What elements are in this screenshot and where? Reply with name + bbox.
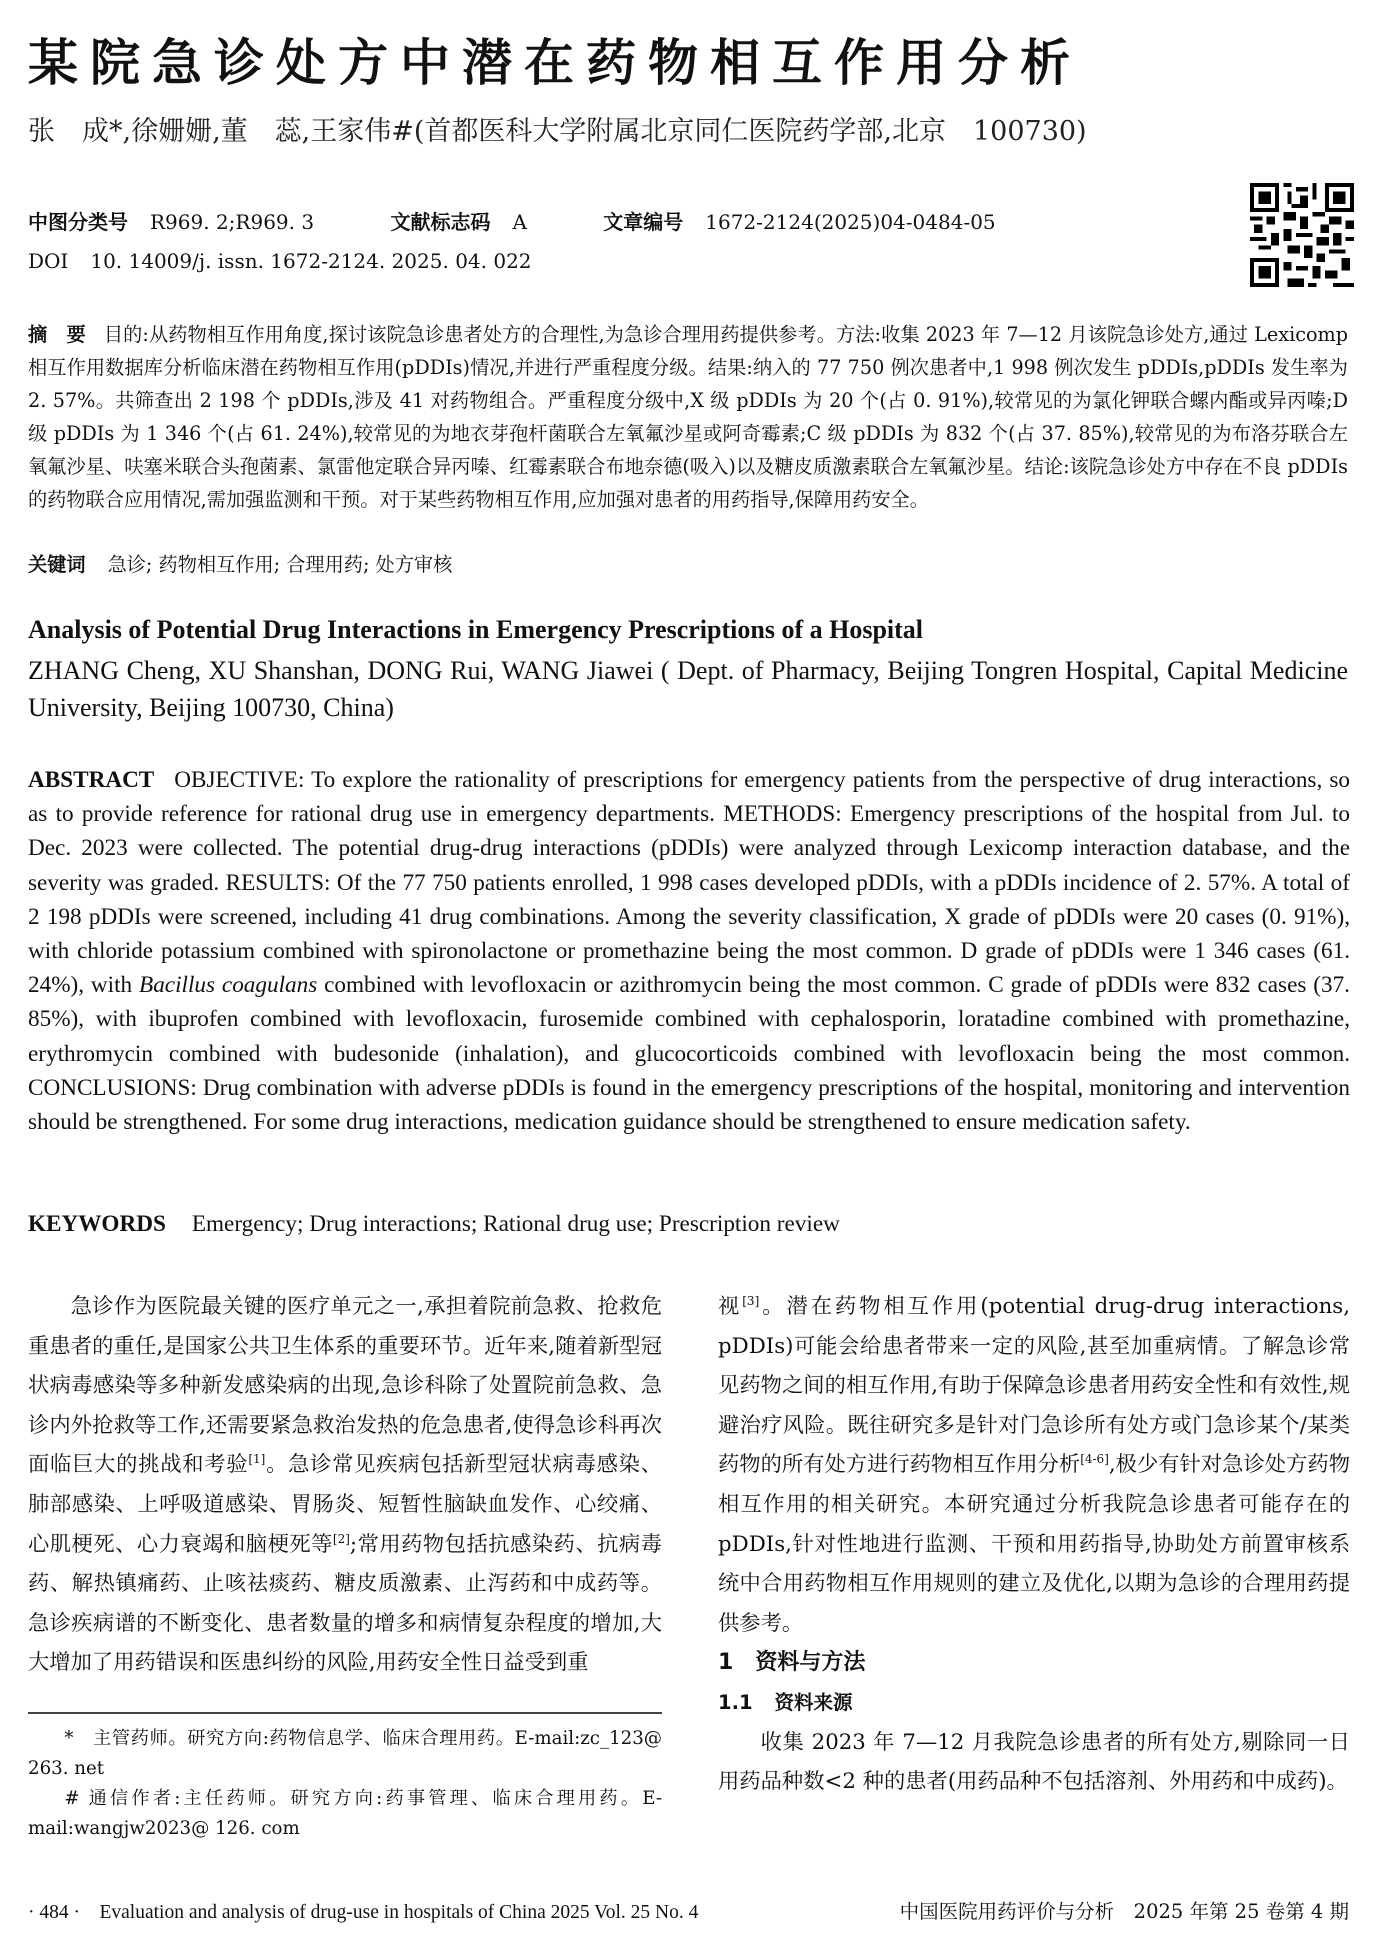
abstract-en-text-2: combined with levofloxacin or azithromycin being the most common. C grade of pDDIs were 832 cases (37. 85%), with ibuprofen combined with levofloxacin, furosemide combined with cephalosporin, loratadine combined with promethazine, erythromycin combined with budesonide (inhalation), and glucocorticoids combined with levofloxacin being the most common. CONCLUSIONS: Drug combination with adverse pDDIs is found in the emergency prescriptions of the hospital, monitoring and intervention should be strengthened. For some drug interactions, medication guidance should be strengthened to ensure medication safety.: [28, 972, 1350, 1136]
footnote-first-author: * 主管药师。研究方向:药物信息学、临床合理用药。E-mail:zc_123@ 263. net: [28, 1728, 662, 1779]
subsection-number: 1.1: [718, 1690, 753, 1714]
body-text: 急诊作为医院最关键的医疗单元之一,承担着院前急救、抢救危重患者的重任,是国家公共卫生体系的重要环节。近年来,随着新型冠状病毒感染等多种新发感染病的出现,急诊科除了处置院前急救、急诊内外抢救等工作,还需要紧急救治发热的危急患者,使得急诊科再次面临巨大的挑战和考验: [28, 1294, 662, 1478]
footnote-corresponding-author: # 通信作者:主任药师。研究方向:药事管理、临床合理用药。E-mail:wangjw2023@ 126. com: [28, 1788, 662, 1839]
body-text: 。潜在药物相互作用(potential drug-drug interactions, pDDIs)可能会给患者带来一定的风险,甚至加重病情。了解急诊常见药物之间的相互作用,有助于保障急诊患者用药安全性和有效性,规避治疗风险。既往研究多是针对门急诊所有处方或门急诊某个/某类药物的所有处方进行药物相互作用分析: [718, 1294, 1350, 1478]
body-text: 。急诊常见疾病包括新型冠状病毒感染、肺部感染、上呼吸道感染、胃肠炎、短暂性脑缺血发作、心绞痛、心肌梗死、心力衰竭和脑梗死等: [28, 1452, 662, 1557]
authors-cn: 张 成*,徐姗姗,董 蕊,王家伟#(首都医科大学附属北京同仁医院药学部,北京 100730): [28, 116, 1087, 147]
abstract-en-species: Bacillus coagulans: [139, 972, 318, 999]
article-no-label: 文章编号: [603, 210, 684, 234]
citation-link[interactable]: [1]: [248, 1452, 266, 1467]
article-title-en: Analysis of Potential Drug Interactions in Emergency Prescriptions of a Hospital: [28, 615, 924, 644]
keywords-en-label: KEYWORDS: [28, 1211, 166, 1237]
abstract-en: [28, 763, 1350, 1139]
doi-line: [28, 246, 532, 276]
qr-code-icon[interactable]: [1250, 183, 1354, 287]
body-right-column: [718, 1287, 1350, 1802]
citation-link[interactable]: [2]: [332, 1531, 350, 1546]
abstract-cn-label: 摘 要: [28, 323, 86, 346]
section-heading: [718, 1643, 1350, 1683]
keywords-cn: [28, 548, 452, 581]
keywords-en-text: Emergency; Drug interactions; Rational drug use; Prescription review: [191, 1211, 840, 1237]
body-paragraph: [718, 1287, 1350, 1643]
keywords-en: [28, 1207, 840, 1241]
abstract-en-text-1: OBJECTIVE: To explore the rationality of prescriptions for emergency patients from the perspective of drug interactions, so as to provide reference for rational drug use in emergency departments. METHODS: Emergency prescriptions of the hospital from Jul. to Dec. 2023 were collected. The potential drug-drug interactions (pDDIs) were analyzed through Lexicomp interaction database, and the severity was graded. RESULTS: Of the 77 750 patients enrolled, 1 998 cases developed pDDIs, with a pDDIs incidence of 2. 57%. A total of 2 198 pDDIs were screened, including 41 drug combinations. Among the severity classification, X grade of pDDIs were 20 cases (0. 91%), with chloride potassium combined with spironolactone or promethazine being the most common. D grade of pDDIs were 1 346 cases (61. 24%), with: [28, 767, 1350, 999]
doi-value: 10. 14009/j. issn. 1672-2124. 2025. 04. 022: [90, 249, 532, 273]
abstract-cn: [28, 318, 1348, 516]
section-title: 资料与方法: [755, 1650, 866, 1676]
doi-label: DOI: [28, 249, 69, 273]
citation-link[interactable]: [4-6]: [1080, 1452, 1109, 1467]
keywords-cn-label: 关键词: [28, 553, 86, 576]
doc-code-label: 文献标志码: [390, 210, 491, 234]
body-paragraph: [28, 1287, 662, 1683]
footnote-divider: [28, 1712, 662, 1714]
subsection-heading: [718, 1683, 1350, 1723]
clc-label: 中图分类号: [28, 210, 128, 234]
citation-link[interactable]: [3]: [742, 1293, 760, 1308]
body-text: ,极少有针对急诊处方药物相互作用的相关研究。本研究通过分析我院急诊患者可能存在的 pDDIs,针对性地进行监测、干预和用药指导,协助处方前置审核系统中合用药物相互作用规则的建立及优化,以期为急诊的合理用药提供参考。: [718, 1452, 1350, 1636]
clc-value: R969. 2;R969. 3: [150, 210, 315, 234]
abstract-en-label: ABSTRACT: [28, 767, 155, 793]
body-text: ;常用药物包括抗感染药、抗病毒药、解热镇痛药、止咳祛痰药、糖皮质激素、止泻药和中成药等。急诊疾病谱的不断变化、患者数量的增多和病情复杂程度的增加,大大增加了用药错误和医患纠纷的风险,用药安全性日益受到重: [28, 1531, 662, 1676]
page-footer-right: 中国医院用药评价与分析 2025 年第 25 卷第 4 期: [899, 1900, 1349, 1923]
article-no-value: 1672-2124(2025)04-0484-05: [705, 210, 996, 234]
article-title-cn: 某院急诊处方中潜在药物相互作用分析: [28, 34, 1082, 92]
authors-en: ZHANG Cheng, XU Shanshan, DONG Rui, WANG Jiawei ( Dept. of Pharmacy, Beijing Tongren Hospital, Capital Medicine University, Beijing 100730, China): [28, 656, 1348, 722]
doc-code-value: A: [512, 210, 527, 234]
body-paragraph: 收集 2023 年 7—12 月我院急诊患者的所有处方,剔除同一日用药品种数<2 种的患者(用药品种不包括溶剂、外用药和中成药)。: [718, 1729, 1350, 1795]
section-number: 1: [718, 1650, 734, 1676]
body-left-column: [28, 1287, 662, 1683]
keywords-cn-text: 急诊; 药物相互作用; 合理用药; 处方审核: [107, 553, 453, 576]
abstract-cn-text: 目的:从药物相互作用角度,探讨该院急诊患者处方的合理性,为急诊合理用药提供参考。方法:收集 2023 年 7—12 月该院急诊处方,通过 Lexicomp 相互作用数据库分析临床潜在药物相互作用(pDDIs)情况,并进行严重程度分级。结果:纳入的 77 750 例次患者中,1 998 例次发生 pDDIs,pDDIs 发生率为 2. 57%。共筛查出 2 198 个 pDDIs,涉及 41 对药物组合。严重程度分级中,X 级 pDDIs 为 20 个(占 0. 91%),较常见的为氯化钾联合螺内酯或异丙嗪;D 级 pDDIs 为 1 346 个(占 61. 24%),较常见的为地衣芽孢杆菌联合左氧氟沙星或阿奇霉素;C 级 pDDIs 为 832 个(占 37. 85%),较常见的为布洛芬联合左氧氟沙星、呋塞米联合头孢菌素、氯雷他定联合异丙嗪、红霉素联合布地奈德(吸入)以及糖皮质激素联合左氧氟沙星。结论:该院急诊处方中存在不良 pDDIs 的药物联合应用情况,需加强监测和干预。对于某些药物相互作用,应加强对患者的用药指导,保障用药安全。: [28, 323, 1349, 511]
body-text: 视: [718, 1294, 743, 1319]
meta-line: [28, 207, 996, 237]
page-footer-left: · 484 · Evaluation and analysis of drug-use in hospitals of China 2025 Vol. 25 No. 4: [28, 1902, 699, 1923]
subsection-title: 资料来源: [774, 1690, 853, 1714]
